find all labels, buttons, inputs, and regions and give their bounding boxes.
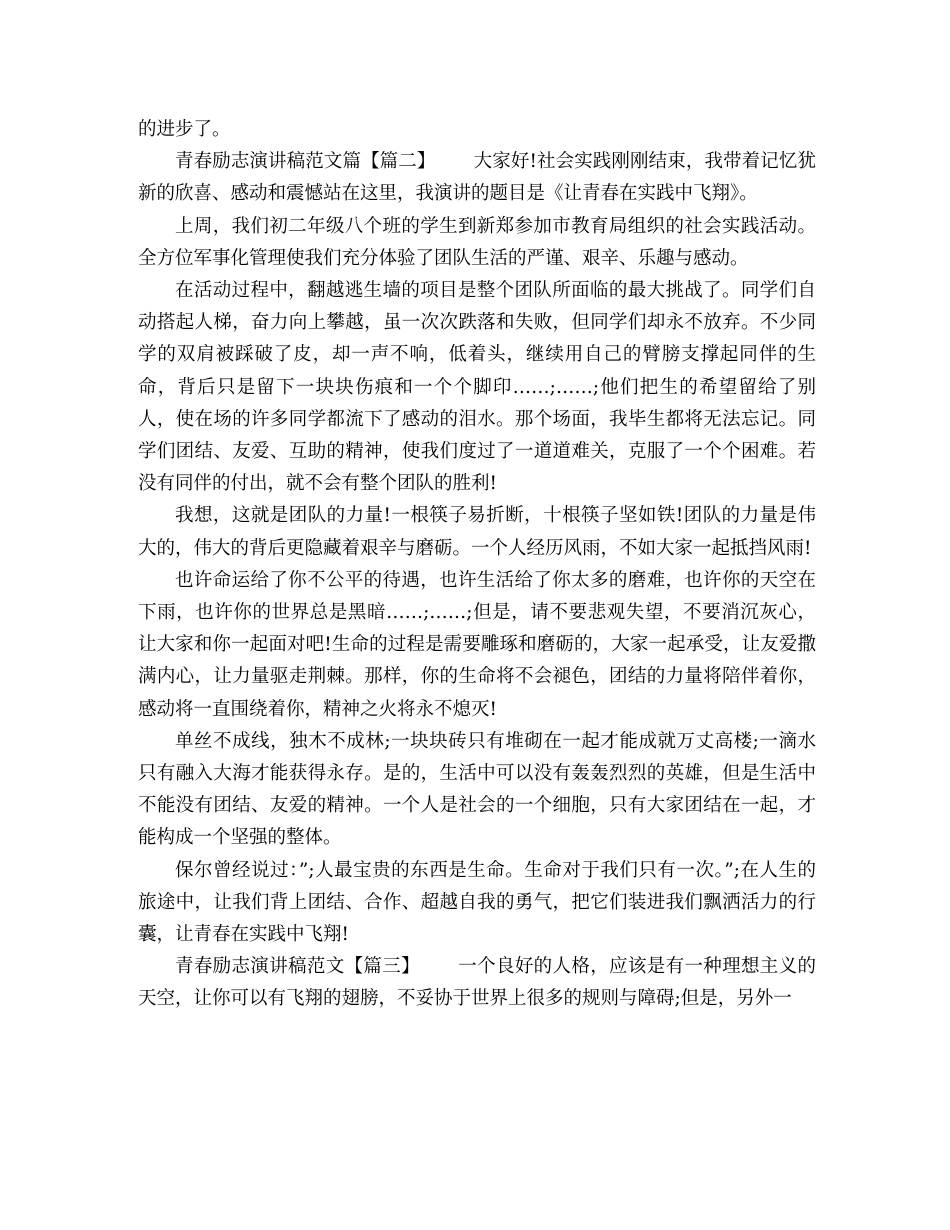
paragraph-text: 上周，我们初二年级八个班的学生到新郑参加市教育局组织的社会实践活动。全方位军事化管理使我们充分体验了团队生活的严谨、艰辛、乐趣与感动。	[138, 215, 816, 269]
paragraph-text: 也许命运给了你不公平的待遇，也许生活给了你太多的磨难，也许你的天空在下雨，也许你的世界总是黑暗……;……;但是，请不要悲观失望，不要消沉灰心，让大家和你一起面对吧!生命的过程是需要雕琢和磨砺的，大家一起承受，让友爱撒满内心，让力量驱走荆棘。那样，你的生命将不会褪色，团结的力量将陪伴着你，感动将一直围绕着你，精神之火将永不熄灭!	[138, 569, 816, 720]
paragraph-6	[138, 565, 816, 726]
paragraph-1	[138, 114, 816, 146]
paragraph-text: 保尔曾经说过：”;人最宝贵的东西是生命。生命对于我们只有一次。”;在人生的旅途中，让我们背上团结、合作、超越自我的勇气，把它们装进我们飘洒活力的行囊，让青春在实践中飞翔!	[138, 859, 816, 946]
paragraph-text: 大家好!社会实践刚刚结束，我带着记忆犹新的欣喜、感动和震憾站在这里，我演讲的题目是《让青春在实践中飞翔》。	[138, 151, 816, 205]
document-page	[138, 114, 816, 1016]
paragraph-text: 的进步了。	[138, 119, 231, 140]
paragraph-9	[138, 951, 816, 1015]
paragraph-2	[138, 146, 816, 210]
paragraph-8	[138, 855, 816, 952]
paragraph-text: 我想，这就是团队的力量!一根筷子易折断，十根筷子坚如铁!团队的力量是伟大的，伟大的背后更隐藏着艰辛与磨砺。一个人经历风雨，不如大家一起抵挡风雨!	[138, 505, 816, 559]
paragraph-5	[138, 500, 816, 564]
paragraph-text: 在活动过程中，翻越逃生墙的项目是整个团队所面临的最大挑战了。同学们自动搭起人梯，奋力向上攀越，虽一次次跌落和失败，但同学们却永不放弃。不少同学的双肩被踩破了皮，却一声不响，低着头，继续用自己的臂膀支撑起同伴的生命，背后只是留下一块块伤痕和一个个脚印……;……;他们把生的希望留给了别人，使在场的许多同学都流下了感动的泪水。那个场面，我毕生都将无法忘记。同学们团结、友爱、互助的精神，使我们度过了一道道难关，克服了一个个困难。若没有同伴的付出，就不会有整个团队的胜利!	[138, 280, 816, 495]
paragraph-text: 一个良好的人格，应该是有一种理想主义的天空，让你可以有飞翔的翅膀，不妥协于世界上很多的规则与障碍;但是，另外一	[138, 956, 816, 1010]
section-heading: 青春励志演讲稿范文【篇三】	[175, 956, 420, 978]
paragraph-7	[138, 726, 816, 855]
paragraph-4	[138, 275, 816, 500]
paragraph-3	[138, 211, 816, 275]
paragraph-text: 单丝不成线，独木不成林;一块块砖只有堆砌在一起才能成就万丈高楼;一滴水只有融入大海才能获得永存。是的，生活中可以没有轰轰烈烈的英雄，但是生活中不能没有团结、友爱的精神。一个人是社会的一个细胞，只有大家团结在一起，才能构成一个坚强的整体。	[138, 730, 816, 849]
section-heading: 青春励志演讲稿范文篇【篇二】	[175, 151, 436, 173]
